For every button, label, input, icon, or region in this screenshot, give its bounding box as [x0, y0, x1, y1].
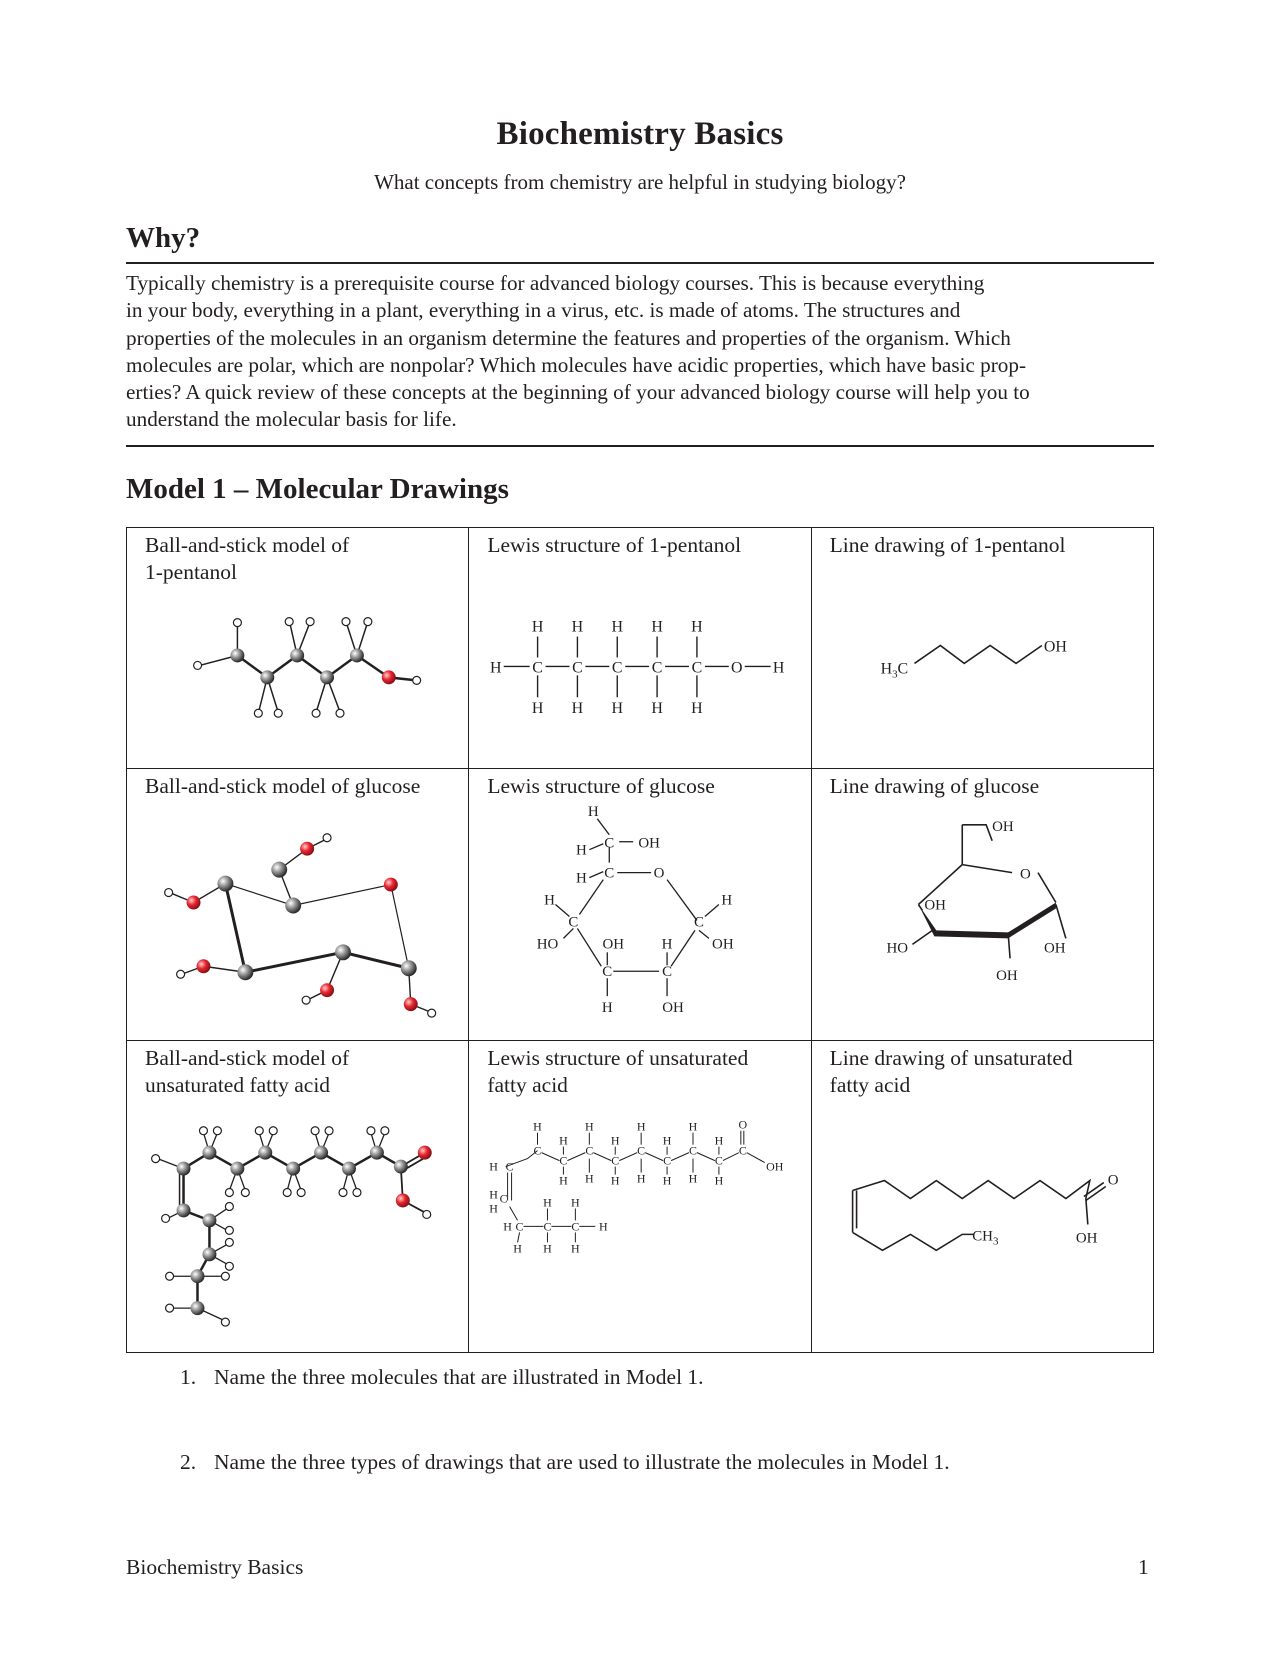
glucose-lewis-diagram — [469, 769, 810, 1040]
atom-label: C — [612, 659, 623, 677]
why-paragraph — [126, 270, 1152, 434]
atom-label: OH — [1043, 638, 1067, 656]
atom-label: C — [572, 659, 584, 677]
atom-label: H — [544, 892, 556, 909]
atom-label: H — [691, 700, 704, 718]
atom-label: C — [533, 1143, 542, 1158]
atom-label: C — [532, 659, 544, 677]
atom-label: H — [576, 842, 588, 859]
atom-label: H — [637, 1171, 646, 1186]
atom-label: O — [1019, 866, 1031, 883]
atom-label: C — [515, 1219, 524, 1234]
why-line: properties of the molecules in an organism determine the features and properties of the organism. Which — [126, 325, 1011, 350]
atom-label: H — [637, 1119, 646, 1134]
question-text: Name the three molecules that are illustrated in Model 1. — [214, 1365, 704, 1389]
atom-label: H — [691, 618, 704, 636]
atom-label: H — [572, 618, 584, 636]
why-bottom-rule — [126, 445, 1154, 447]
footer-title: Biochemistry Basics — [126, 1555, 304, 1579]
atom-label: OH — [1043, 940, 1066, 957]
why-line: in your body, everything in a plant, everything in a virus, etc. is made of atoms. The structures and — [126, 298, 961, 323]
question-number: 2. — [180, 1450, 197, 1474]
cell-label-line: Lewis structure of 1-pentanol — [487, 533, 742, 557]
atom-label: O — [654, 865, 665, 882]
atom-label: H — [576, 870, 588, 887]
question-text: Name the three types of drawings that are used to illustrate the molecules in Model 1. — [214, 1450, 950, 1474]
cell-label-line: Ball-and-stick model of glucose — [145, 774, 421, 798]
atom-label: H — [773, 659, 785, 677]
atom-label: C — [689, 1143, 698, 1158]
page-title: Biochemistry Basics — [496, 116, 784, 152]
pentanol-line-svg — [812, 528, 1153, 768]
atom-label: H — [559, 1173, 569, 1188]
atom-label: OH — [1075, 1230, 1098, 1247]
atom-label: H — [533, 1119, 543, 1134]
atom-label: $CH_3$ — [971, 1228, 999, 1248]
atom-label: HO — [537, 936, 559, 953]
atom-label: H — [543, 1195, 553, 1210]
why-line: erties? A quick review of these concepts at the beginning of your advanced biology course will help you to — [126, 380, 1030, 405]
fatty-acid-ball-stick-svg — [127, 1041, 468, 1352]
glucose-line-svg — [812, 769, 1153, 1040]
why-heading: Why? — [126, 222, 201, 254]
atom-label: OH — [712, 936, 734, 953]
atom-label: C — [559, 1153, 568, 1168]
atom-label: C — [604, 865, 615, 882]
atom-label: C — [691, 659, 703, 677]
atom-label: H — [572, 700, 584, 718]
cell-label-line: Line drawing of glucose — [829, 774, 1040, 798]
atom-label: H — [602, 1000, 614, 1017]
question-2 — [180, 1450, 950, 1475]
pentanol-ball-stick-diagram — [127, 528, 468, 768]
pentanol-ball-stick-svg — [127, 528, 468, 768]
cell-ball-stick-pentanol — [127, 528, 469, 769]
atom-label: C — [739, 1143, 748, 1158]
page-subtitle: What concepts from chemistry are helpful in studying biology? — [374, 170, 906, 194]
atom-label: H — [489, 1187, 499, 1202]
atom-label: H — [532, 700, 544, 718]
cell-label-line: Ball-and-stick model of — [145, 533, 350, 557]
atom-label: H — [588, 803, 600, 820]
atom-label: C — [652, 659, 663, 677]
atom-label: OH — [602, 936, 625, 953]
atom-label: H — [585, 1119, 594, 1134]
atom-label: H — [543, 1241, 553, 1256]
model-table — [126, 527, 1154, 1353]
atom-label: H — [661, 936, 673, 953]
atom-label: H — [611, 700, 624, 718]
pentanol-lewis-svg — [469, 528, 810, 768]
atom-label: H — [490, 659, 502, 677]
cell-label-line: Ball-and-stick model of — [145, 1046, 350, 1070]
glucose-line-diagram — [812, 769, 1153, 1040]
atom-label: H — [721, 892, 733, 909]
cell-ball-stick-glucose — [127, 769, 469, 1041]
atom-label: H — [532, 618, 544, 636]
atom-label: H — [714, 1133, 724, 1148]
cell-ball-stick-fatty-acid — [127, 1041, 469, 1353]
atom-label: C — [543, 1219, 552, 1234]
atom-label: OH — [662, 1000, 685, 1017]
atom-label: H — [489, 1201, 499, 1216]
fatty-acid-lewis-diagram — [469, 1041, 810, 1352]
pentanol-line-diagram — [812, 528, 1153, 768]
page-number: 1 — [1138, 1555, 1149, 1579]
atom-label: H — [651, 618, 664, 636]
atom-label: HO — [886, 940, 908, 957]
atom-label: H — [611, 1173, 620, 1188]
why-line: Typically chemistry is a prerequisite course for advanced biology courses. This is because everything — [126, 271, 985, 295]
atom-label: C — [663, 1153, 672, 1168]
atom-label: C — [611, 1153, 620, 1168]
atom-label: C — [499, 1191, 508, 1206]
atom-label: O — [731, 659, 743, 677]
why-line: molecules are polar, which are nonpolar? Which molecules have acidic properties, which have basic prop- — [126, 352, 1027, 377]
why-top-rule — [126, 262, 1154, 264]
atom-label: H — [611, 1133, 620, 1148]
cell-label-line: Lewis structure of unsaturated — [487, 1046, 749, 1070]
cell-label-line: Line drawing of 1-pentanol — [829, 533, 1066, 557]
atom-label: H — [559, 1133, 569, 1148]
fatty-acid-line-svg — [812, 1041, 1153, 1352]
atom-label: OH — [638, 835, 661, 852]
atom-label: H — [571, 1195, 581, 1210]
atom-label: H — [689, 1171, 698, 1186]
cell-label-line: Line drawing of unsaturated — [829, 1046, 1073, 1070]
cell-label-line: fatty acid — [487, 1073, 568, 1097]
cell-line-pentanol — [811, 528, 1153, 769]
atom-label: H — [714, 1173, 724, 1188]
atom-label: C — [585, 1143, 594, 1158]
atom-label: C — [604, 835, 615, 852]
pentanol-lewis-diagram — [469, 528, 810, 768]
atom-label: C — [662, 964, 673, 981]
atom-label: OH — [991, 818, 1014, 835]
atom-label: H — [689, 1119, 698, 1134]
atom-label: H — [503, 1219, 513, 1234]
atom-label: H — [611, 618, 624, 636]
cell-label-line: 1-pentanol — [145, 560, 237, 584]
fatty-acid-line-diagram — [812, 1041, 1153, 1352]
atom-label: C — [505, 1159, 514, 1174]
atom-label: C — [568, 914, 579, 931]
atom-label: C — [602, 964, 613, 981]
atom-label: H — [571, 1241, 581, 1256]
atom-label: H — [585, 1171, 594, 1186]
fatty-acid-lewis-svg — [469, 1041, 810, 1352]
atom-label: O — [738, 1117, 748, 1132]
cell-lewis-pentanol — [469, 528, 811, 769]
fatty-acid-ball-stick-diagram — [127, 1041, 468, 1352]
atom-label: C — [571, 1219, 580, 1234]
cell-line-glucose — [811, 769, 1153, 1041]
question-number: 1. — [180, 1365, 197, 1389]
atom-label: H — [663, 1173, 672, 1188]
glucose-ball-stick-svg — [127, 769, 468, 1040]
atom-label: O — [1107, 1172, 1119, 1189]
atom-label: H — [651, 700, 664, 718]
cell-label-line: unsaturated fatty acid — [145, 1073, 331, 1097]
cell-label-line: Lewis structure of glucose — [487, 774, 715, 798]
atom-label: H — [599, 1219, 608, 1234]
cell-line-fatty-acid — [811, 1041, 1153, 1353]
atom-label: OH — [995, 968, 1018, 985]
atom-label: C — [694, 914, 705, 931]
atom-label: H — [663, 1133, 672, 1148]
atom-label: $H_3C$ — [880, 660, 908, 681]
atom-label: OH — [924, 897, 946, 914]
why-line: understand the molecular basis for life. — [126, 407, 457, 432]
atom-label: H — [513, 1241, 523, 1256]
glucose-ball-stick-diagram — [127, 769, 468, 1040]
cell-lewis-glucose — [469, 769, 811, 1041]
model-heading: Model 1 – Molecular Drawings — [126, 473, 509, 505]
cell-lewis-fatty-acid — [469, 1041, 811, 1353]
atom-label: C — [715, 1153, 724, 1168]
question-1 — [180, 1365, 704, 1390]
glucose-lewis-svg — [469, 769, 810, 1040]
atom-label: OH — [766, 1159, 784, 1174]
atom-label: C — [637, 1143, 646, 1158]
cell-label-line: fatty acid — [829, 1073, 911, 1097]
atom-label: H — [489, 1159, 499, 1174]
